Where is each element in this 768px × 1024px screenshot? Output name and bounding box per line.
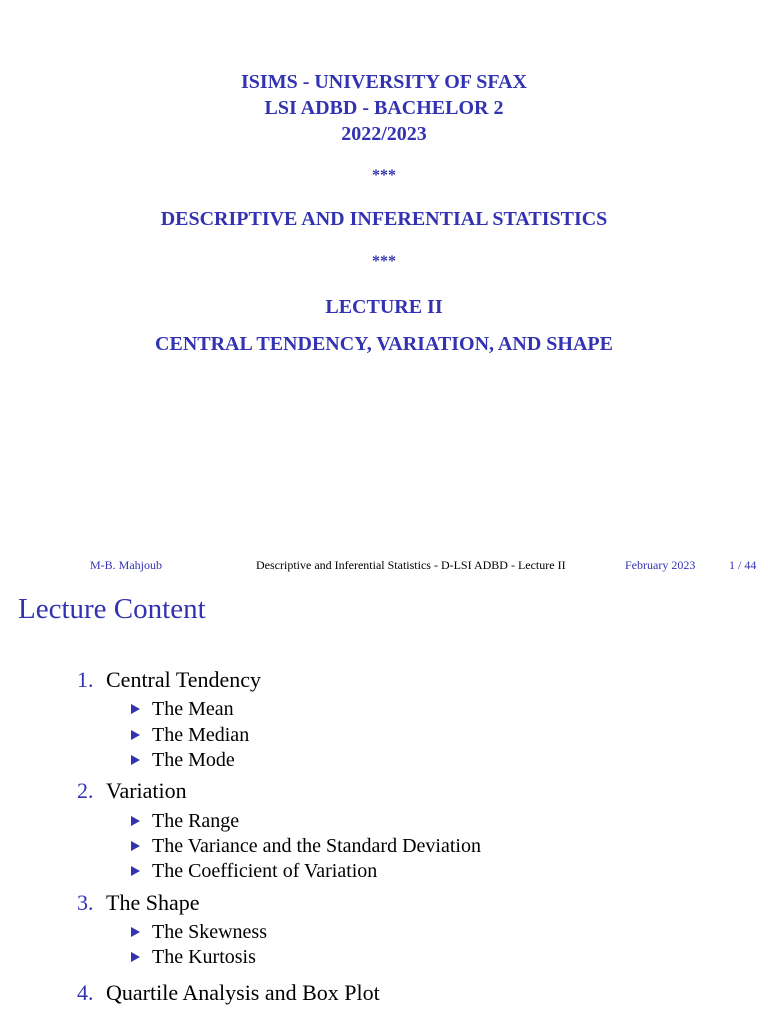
institution-line: ISIMS - UNIVERSITY OF SFAX <box>241 71 527 93</box>
triangle-bullet-icon <box>131 816 140 826</box>
subsection-label: The Kurtosis <box>152 946 256 968</box>
section-number: 4. <box>77 980 94 1005</box>
section-label: Quartile Analysis and Box Plot <box>106 980 380 1005</box>
subsection-label: The Mean <box>152 698 234 720</box>
year-line: 2022/2023 <box>341 123 427 145</box>
triangle-bullet-icon <box>131 841 140 851</box>
lecture-number: LECTURE II <box>325 296 443 318</box>
section-number: 1. <box>77 667 94 692</box>
separator-top: *** <box>372 167 396 184</box>
subsection-label: The Coefficient of Variation <box>152 860 378 882</box>
subsection-label: The Mode <box>152 749 235 771</box>
frame-title: Lecture Content <box>18 593 206 625</box>
triangle-bullet-icon <box>131 927 140 937</box>
subsection-label: The Median <box>152 724 250 746</box>
section-number: 2. <box>77 778 94 803</box>
section-label: Central Tendency <box>106 667 262 692</box>
footer-page-number: 1 / 44 <box>729 558 757 572</box>
footer-date: February 2023 <box>625 558 696 572</box>
footer-author: M-B. Mahjoub <box>90 558 162 572</box>
lecture-topic: CENTRAL TENDENCY, VARIATION, AND SHAPE <box>155 333 613 355</box>
course-title: DESCRIPTIVE AND INFERENTIAL STATISTICS <box>160 208 608 230</box>
section-label: Variation <box>106 778 187 803</box>
triangle-bullet-icon <box>131 755 140 765</box>
triangle-bullet-icon <box>131 866 140 876</box>
triangle-bullet-icon <box>131 952 140 962</box>
section-number: 3. <box>77 890 94 915</box>
triangle-bullet-icon <box>131 730 140 740</box>
separator-bottom: *** <box>372 253 396 270</box>
subsection-label: The Variance and the Standard Deviation <box>152 835 481 857</box>
section-label: The Shape <box>106 890 200 915</box>
subsection-label: The Range <box>152 810 240 832</box>
subsection-label: The Skewness <box>152 921 267 943</box>
triangle-bullet-icon <box>131 704 140 714</box>
program-line: LSI ADBD - BACHELOR 2 <box>264 97 504 119</box>
footer-title: Descriptive and Inferential Statistics - D-LSI ADBD - Lecture II <box>256 558 566 572</box>
